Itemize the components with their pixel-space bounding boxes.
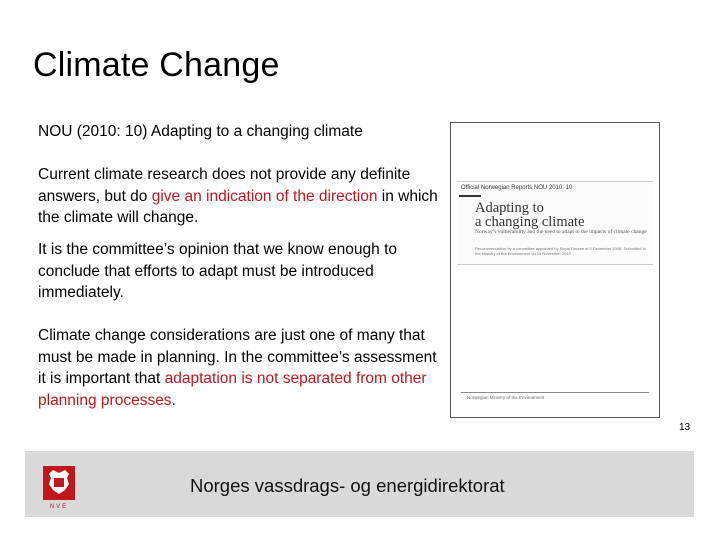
report-title <box>475 201 585 229</box>
page-number: 13 <box>679 422 691 433</box>
paragraph-3-text: Climate change considerations are just one of many that must be made in planning. In the committee’s assessment it is important that <box>38 327 437 387</box>
report-small-print: Recommendation by a committee appointed by Royal Decree of 5 December 2008. Submitted to the Ministry of the Environment on 15 November 2010. <box>475 246 646 256</box>
paragraph-1-highlight: give an indication of the direction <box>151 187 378 205</box>
paragraph-1-text: Current climate research does not provide any definite answers, but do <box>38 166 411 205</box>
report-subtitle: Norway’s vulnerability and the need to adapt to the impacts of climate change <box>475 229 647 235</box>
report-footer: Norwegian Ministry of the Environment <box>467 395 545 400</box>
nve-logo-icon <box>39 464 79 510</box>
report-series: Official Norwegian Reports NOU 2010: 10 <box>461 185 573 191</box>
paragraph-1 <box>38 164 438 229</box>
paragraph-1-end: in which the climate will change. <box>38 187 438 226</box>
subtitle: NOU (2010: 10) Adapting to a changing climate <box>38 123 363 140</box>
report-title-line-1: Adapting to <box>475 200 544 216</box>
paragraph-2: It is the committee’s opinion that we know enough to conclude that efforts to adapt must be introduced immediately. <box>38 241 398 301</box>
report-rule <box>459 195 481 197</box>
slide-title: Climate Change <box>33 46 280 84</box>
organization-name: Norges vassdrags- og energidirektorat <box>190 475 505 496</box>
paragraph-3-end: . <box>171 391 176 409</box>
footer-bar <box>25 451 694 517</box>
logo-text: NVE <box>49 504 69 510</box>
report-cover-image <box>450 122 660 418</box>
report-title-line-2: a changing climate <box>475 214 585 230</box>
paragraph-3 <box>38 325 438 411</box>
paragraph-3-highlight: adaptation is not separated from other planning processes <box>38 370 427 409</box>
report-footer-line <box>461 392 649 393</box>
